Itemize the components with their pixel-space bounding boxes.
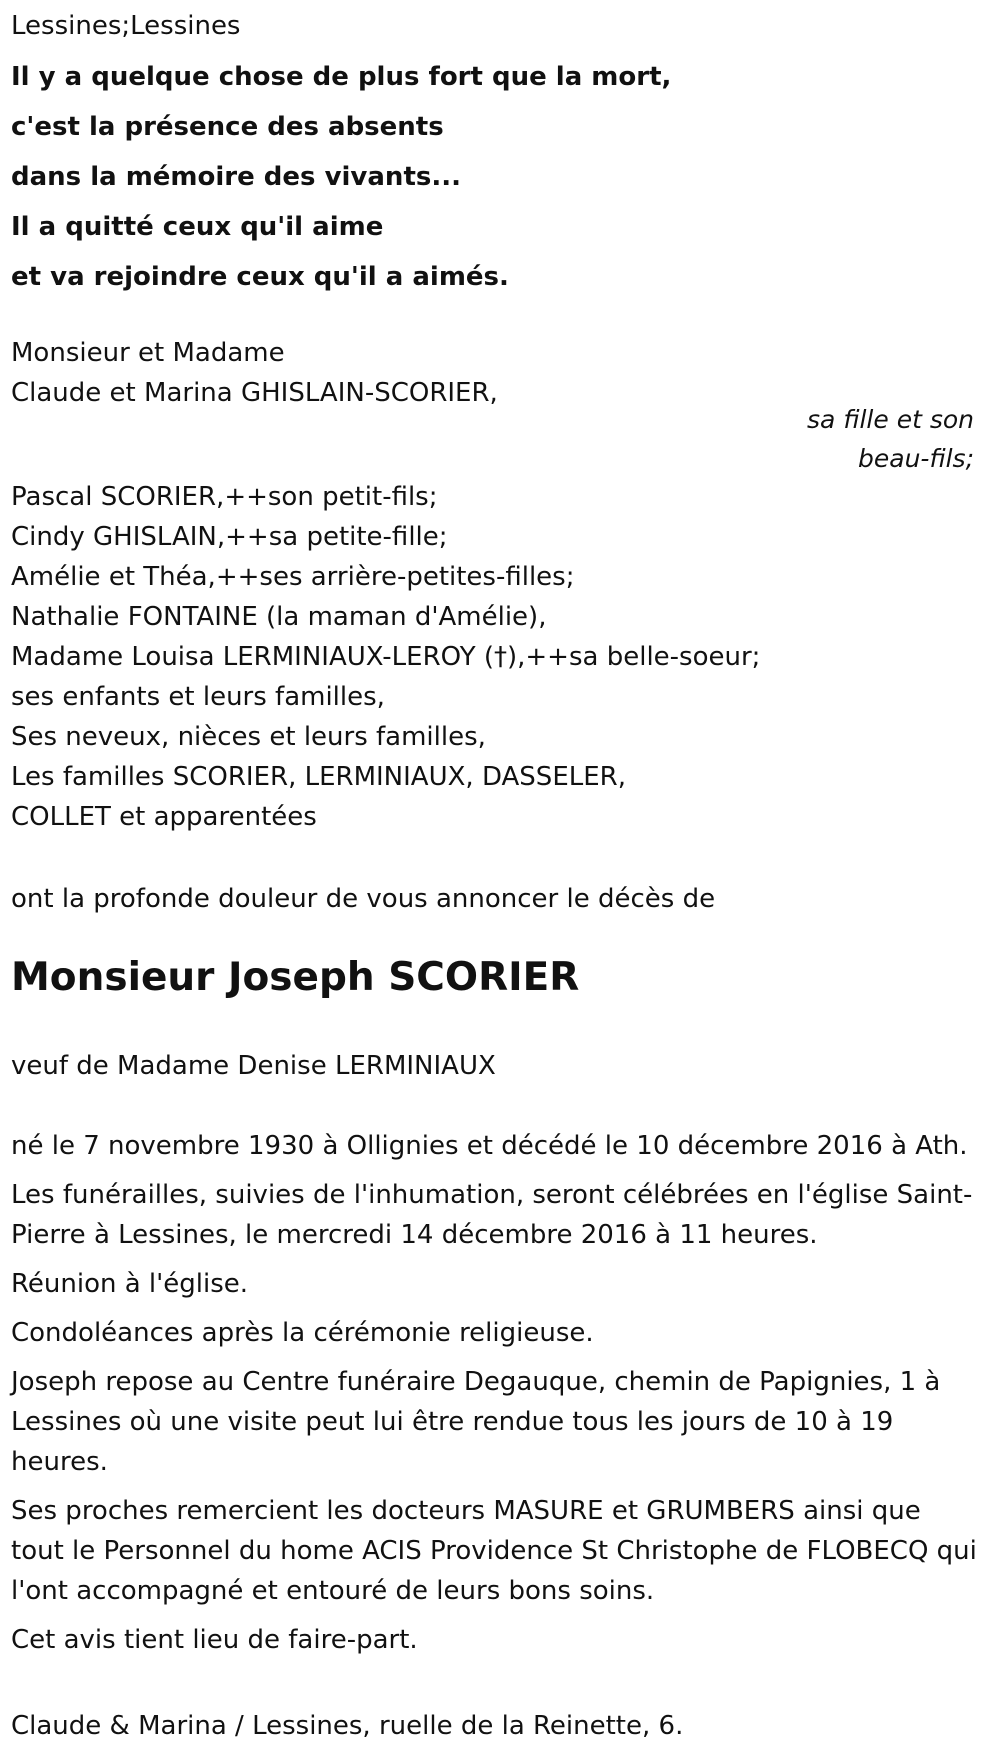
location-line: Lessines;Lessines — [11, 11, 241, 41]
family-line: Cindy GHISLAIN,++sa petite-fille; — [11, 522, 448, 552]
family-line: Madame Louisa LERMINIAUX-LEROY (†),++sa belle-soeur; — [11, 642, 761, 672]
poem — [11, 52, 671, 302]
poem-line: Il y a quelque chose de plus fort que la mort, — [11, 62, 672, 92]
poem-line: Il a quitté ceux qu'il aime — [11, 212, 384, 242]
detail-paragraph: Joseph repose au Centre funéraire Degauque, chemin de Papignies, 1 à Lessines où une visite peut lui être rendue tous les jours de 10 à 19 heures. — [11, 1367, 941, 1477]
deceased-name: Monsieur Joseph SCORIER — [11, 955, 580, 1000]
couple-block — [11, 333, 498, 413]
funeral-details — [11, 1126, 981, 1669]
family-line: Pascal SCORIER,++son petit-fils; — [11, 482, 438, 512]
detail-paragraph: Les funérailles, suivies de l'inhumation, seront célébrées en l'église Saint-Pierre à Lessines, le mercredi 14 décembre 2016 à 11 heures. — [11, 1180, 973, 1250]
detail-paragraph: né le 7 novembre 1930 à Ollignies et décédé le 10 décembre 2016 à Ath. — [11, 1131, 968, 1161]
signature-line: Claude & Marina / Lessines, ruelle de la Reinette, 6. — [11, 1711, 684, 1741]
couple-title: Monsieur et Madame — [11, 338, 285, 368]
family-line: Nathalie FONTAINE (la maman d'Amélie), — [11, 602, 547, 632]
family-line: Ses neveux, nièces et leurs familles, — [11, 722, 486, 752]
detail-paragraph: Réunion à l'église. — [11, 1269, 249, 1299]
family-line: ses enfants et leurs familles, — [11, 682, 385, 712]
poem-line: dans la mémoire des vivants... — [11, 162, 461, 192]
detail-paragraph: Ses proches remercient les docteurs MASURE et GRUMBERS ainsi que tout le Personnel du home ACIS Providence St Christophe de FLOBECQ qui l'ont accompagné et entouré de leurs bons soins. — [11, 1496, 977, 1606]
family-list — [11, 477, 760, 837]
relation-line: sa fille et son — [807, 405, 974, 434]
detail-paragraph: Condoléances après la cérémonie religieuse. — [11, 1318, 594, 1348]
couple-relation — [807, 400, 974, 478]
detail-paragraph: Cet avis tient lieu de faire-part. — [11, 1625, 418, 1655]
announcement-text: ont la profonde douleur de vous annoncer le décès de — [11, 884, 716, 914]
poem-line: c'est la présence des absents — [11, 112, 444, 142]
family-line: Amélie et Théa,++ses arrière-petites-filles; — [11, 562, 575, 592]
widow-line: veuf de Madame Denise LERMINIAUX — [11, 1051, 496, 1081]
relation-line: beau-fils; — [858, 444, 974, 473]
poem-line: et va rejoindre ceux qu'il a aimés. — [11, 262, 509, 292]
couple-names: Claude et Marina GHISLAIN-SCORIER, — [11, 378, 498, 408]
family-line: Les familles SCORIER, LERMINIAUX, DASSELER, — [11, 762, 626, 792]
family-line: COLLET et apparentées — [11, 802, 317, 832]
